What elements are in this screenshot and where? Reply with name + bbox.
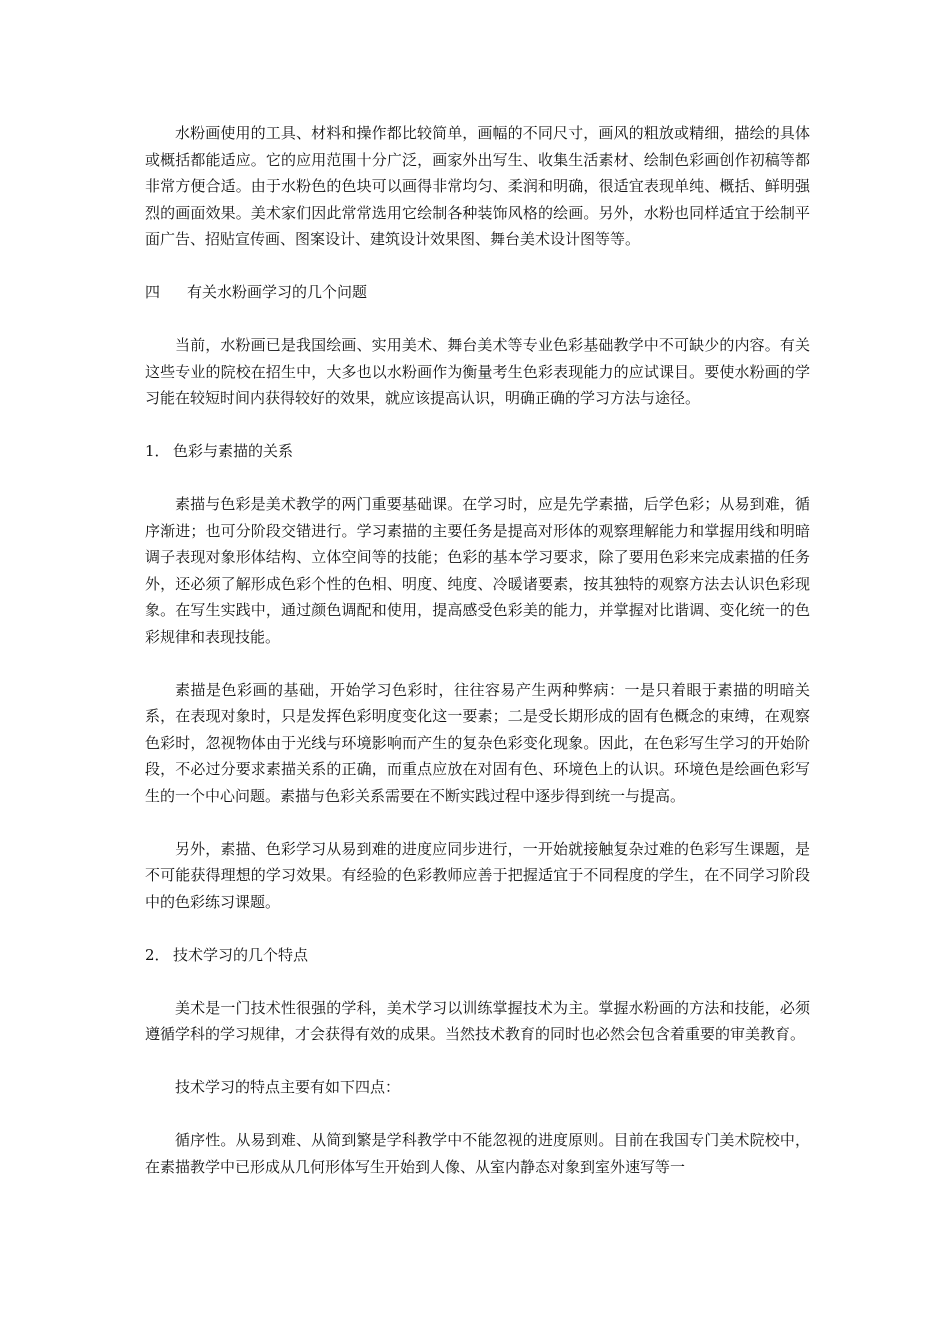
section-number: 四: [145, 283, 161, 301]
paragraph: 素描是色彩画的基础，开始学习色彩时，往往容易产生两种弊病：一是只着眼于素描的明暗关系，在表现对象时，只是发挥色彩明度变化这一要素；二是受长期形成的固有色概念的束缚，在观察色彩时，忽视物体由于光线与环境影响而产生的复杂色彩变化现象。因此，在色彩写生学习的开始阶段，不必过分要求素描关系的正确，而重点应放在对固有色、环境色上的认识。环境色是绘画色彩写生的一个中心问题。素描与色彩关系需要在不断实践过程中逐步得到统一与提高。: [145, 680, 810, 805]
subsection-title: 技术学习的几个特点: [173, 945, 309, 964]
subsection-number: 2．: [145, 945, 170, 964]
paragraph: 技术学习的特点主要有如下四点：: [175, 1078, 401, 1096]
subsection-heading: [145, 942, 810, 969]
paragraph: 另外，素描、色彩学习从易到难的进度应同步进行，一开始就接触复杂过难的色彩写生课题，是不可能获得理想的学习效果。有经验的色彩教师应善于把握适宜于不同程度的学生，在不同学习阶段中的色彩练习课题。: [145, 839, 810, 911]
subsection-title: 色彩与素描的关系: [173, 442, 294, 460]
section-heading: [145, 279, 810, 306]
subsection-heading: [145, 438, 810, 465]
paragraph: 素描与色彩是美术教学的两门重要基础课。在学习时，应是先学素描，后学色彩；从易到难，循序渐进；也可分阶段交错进行。学习素描的主要任务是提高对形体的观察理解能力和掌握用线和明暗调子表现对象形体结构、立体空间等的技能；色彩的基本学习要求，除了要用色彩来完成素描的任务外，还必须了解形成色彩个性的色相、明度、纯度、冷暖诸要素，按其独特的观察方法去认识色彩现象。在写生实践中，通过颜色调配和使用，提高感受色彩美的能力，并掌握对比谐调、变化统一的色彩规律和表现技能。: [145, 495, 810, 646]
paragraph: 美术是一门技术性很强的学科，美术学习以训练掌握技术为主。掌握水粉画的方法和技能，必须遵循学科的学习规律，才会获得有效的成果。当然技术教育的同时也必然会包含着重要的审美教育。: [145, 998, 810, 1043]
section-title: 有关水粉画学习的几个问题: [187, 283, 368, 301]
paragraph: 水粉画使用的工具、材料和操作都比较简单，画幅的不同尺寸，画风的粗放或精细，描绘的具体或概括都能适应。它的应用范围十分广泛，画家外出写生、收集生活素材、绘制色彩画创作初稿等都非常方便合适。由于水粉色的色块可以画得非常均匀、柔润和明确，很适宜表现单纯、概括、鲜明强烈的画面效果。美术家们因此常常选用它绘制各种装饰风格的绘画。另外，水粉也同样适宜于绘制平面广告、招贴宣传画、图案设计、建筑设计效果图、舞台美术设计图等等。: [145, 124, 810, 248]
paragraph: 当前，水粉画已是我国绘画、实用美术、舞台美术等专业色彩基础教学中不可缺少的内容。有关这些专业的院校在招生中，大多也以水粉画作为衡量考生色彩表现能力的应试课目。要使水粉画的学习能在较短时间内获得较好的效果，就应该提高认识，明确正确的学习方法与途径。: [145, 336, 810, 407]
paragraph: 循序性。从易到难、从简到繁是学科教学中不能忽视的进度原则。目前在我国专门美术院校中，在素描教学中已形成从几何形体写生开始到人像、从室内静态对象到室外速写等一: [145, 1131, 810, 1176]
subsection-number: 1．: [145, 442, 170, 460]
document-page: [145, 120, 810, 1207]
